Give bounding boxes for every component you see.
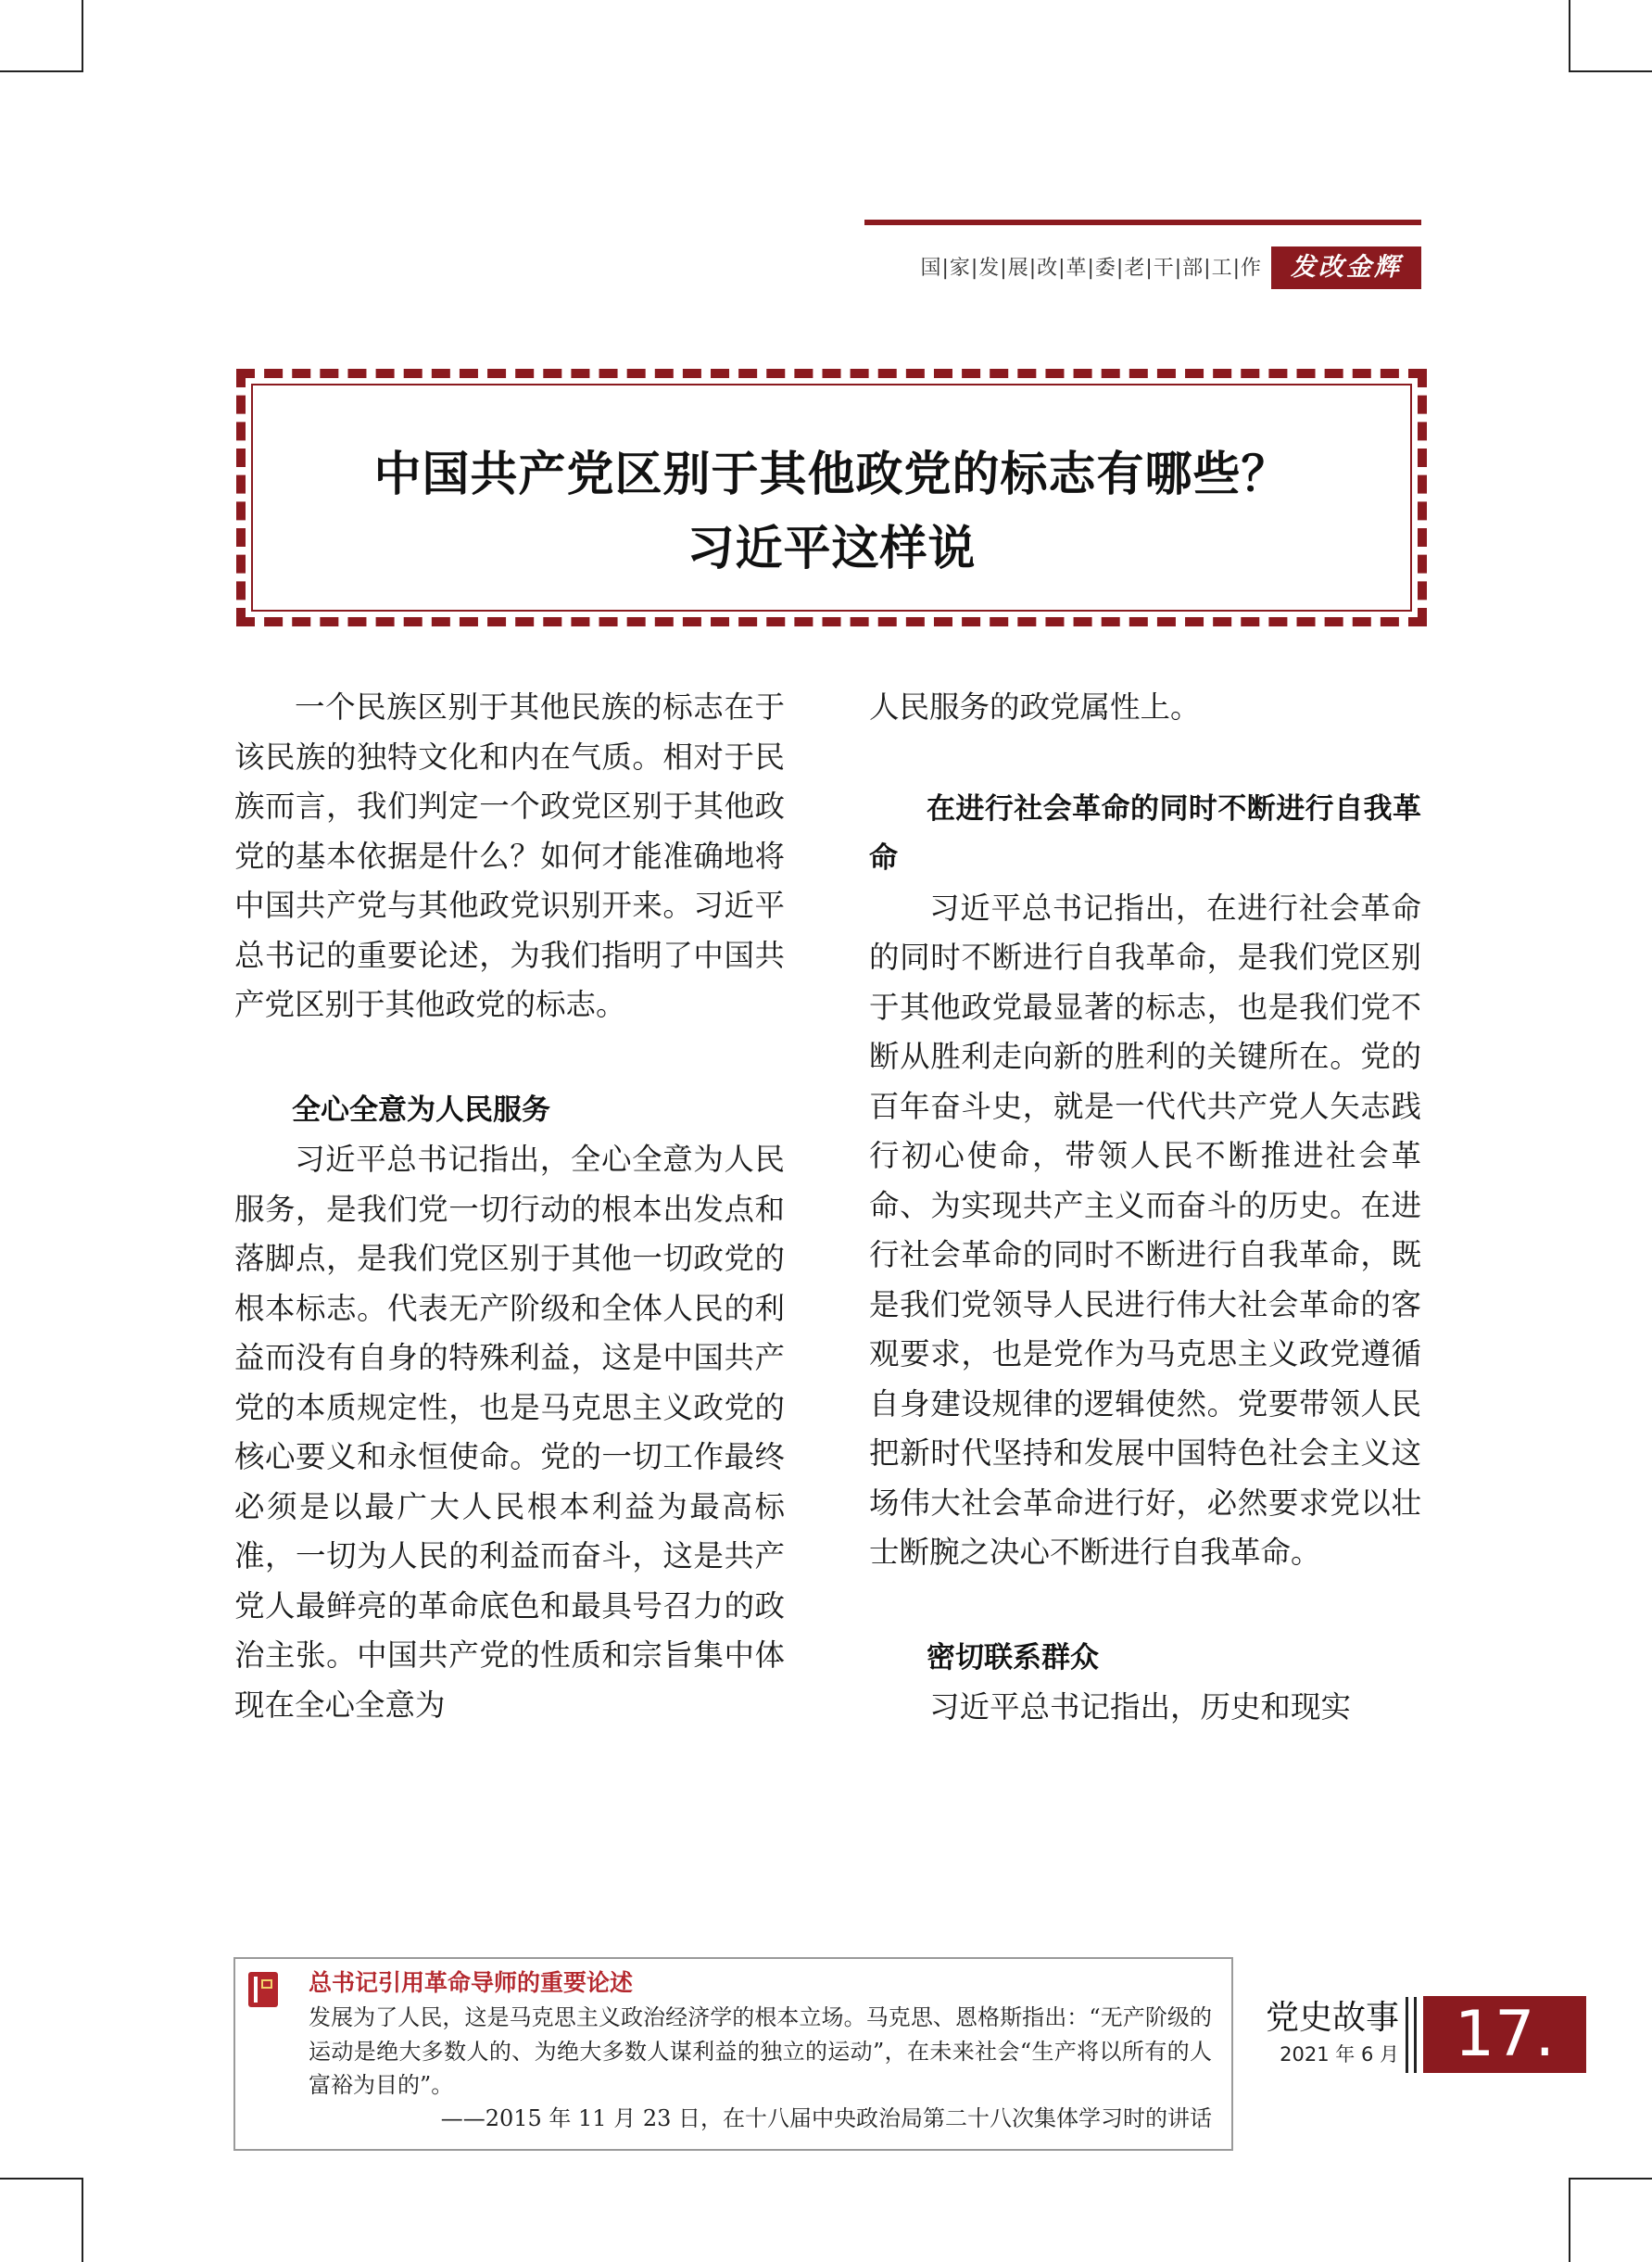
crop-mark	[0, 2178, 82, 2180]
section-heading: 密切联系群众	[927, 1640, 1099, 1674]
quote-source: ——2015 年 11 月 23 日，在十八届中央政治局第二十八次集体学习时的讲话	[440, 2105, 1212, 2131]
section-heading: 在进行社会革命的同时不断进行自我革命	[869, 791, 1421, 875]
header-rule	[864, 220, 1421, 225]
footer-divider	[1406, 1997, 1408, 2073]
spacer	[869, 1578, 1421, 1634]
spacer	[234, 1030, 785, 1086]
body-paragraph: 习近平总书记指出，全心全意为人民服务，是我们党一切行动的根本出发点和落脚点，是我们党区别于其他一切政党的根本标志。代表无产阶级和全体人民的利益而没有自身的特殊利益，这是中国共产党的本质规定性，也是马克思主义政党的核心要义和永恒使命。党的一切工作最终必须是以最广大人民根本利益为最高标准，一切为人民的利益而奋斗，这是共产党人最鲜亮的革命底色和最具号召力的政治主张。中国共产党的性质和宗旨集中体现在全心全意为	[234, 1142, 785, 1723]
article-title-line2: 习近平这样说	[687, 521, 977, 576]
left-column	[234, 683, 785, 1730]
header-org-name: 国|家|发|展|改|革|委|老|干|部|工|作	[920, 257, 1262, 280]
intro-paragraph: 一个民族区别于其他民族的标志在于该民族的独特文化和内在气质。相对于民族而言，我们判定一个政党区别于其他政党的基本依据是什么？如何才能准确地将中国共产党与其他政党识别开来。习近平总书记的重要论述，为我们指明了中国共产党区别于其他政党的标志。	[234, 689, 785, 1022]
crop-mark	[0, 70, 82, 72]
magazine-name: 党史故事	[1265, 1999, 1399, 2037]
body-paragraph: 习近平总书记指出，历史和现实	[929, 1689, 1352, 1725]
brand-badge: 发改金辉	[1271, 246, 1421, 289]
right-column	[869, 683, 1421, 1733]
issue-date: 2021 年 6 月	[1280, 2043, 1399, 2066]
spacer	[869, 733, 1421, 785]
crop-mark	[82, 2178, 83, 2262]
crop-mark	[1570, 70, 1652, 72]
crop-mark	[1569, 2178, 1570, 2262]
body-paragraph-continuation: 人民服务的政党属性上。	[869, 689, 1201, 725]
crop-mark	[1570, 2178, 1652, 2180]
page-number: 17.	[1423, 1996, 1586, 2073]
section-heading: 全心全意为人民服务	[292, 1093, 550, 1127]
body-paragraph: 习近平总书记指出，在进行社会革命的同时不断进行自我革命，是我们党区别于其他政党最显著的标志，也是我们党不断从胜利走向新的胜利的关键所在。党的百年奋斗史，就是一代代共产党人矢志践行初心使命，带领人民不断推进社会革命、为实现共产主义而奋斗的历史。在进行社会革命的同时不断进行自我革命，既是我们党领导人民进行伟大社会革命的客观要求，也是党作为马克思主义政党遵循自身建设规律的逻辑使然。党要带领人民把新时代坚持和发展中国特色社会主义这场伟大社会革命进行好，必然要求党以壮士断腕之决心不断进行自我革命。	[869, 890, 1421, 1570]
crop-mark	[1569, 0, 1570, 72]
article-title-line1: 中国共产党区别于其他政党的标志有哪些？	[373, 447, 1290, 502]
quote-title: 总书记引用革命导师的重要论述	[309, 1969, 634, 1996]
footer-divider	[1414, 1997, 1417, 2073]
quote-text: 发展为了人民，这是马克思主义政治经济学的根本立场。马克思、恩格斯指出：“无产阶级的运动是绝大多数人的、为绝大多数人谋利益的独立的运动”，在未来社会“生产将以所有的人富裕为目的”。	[309, 2004, 1212, 2098]
book-icon	[248, 1972, 278, 2007]
crop-mark	[82, 0, 83, 72]
